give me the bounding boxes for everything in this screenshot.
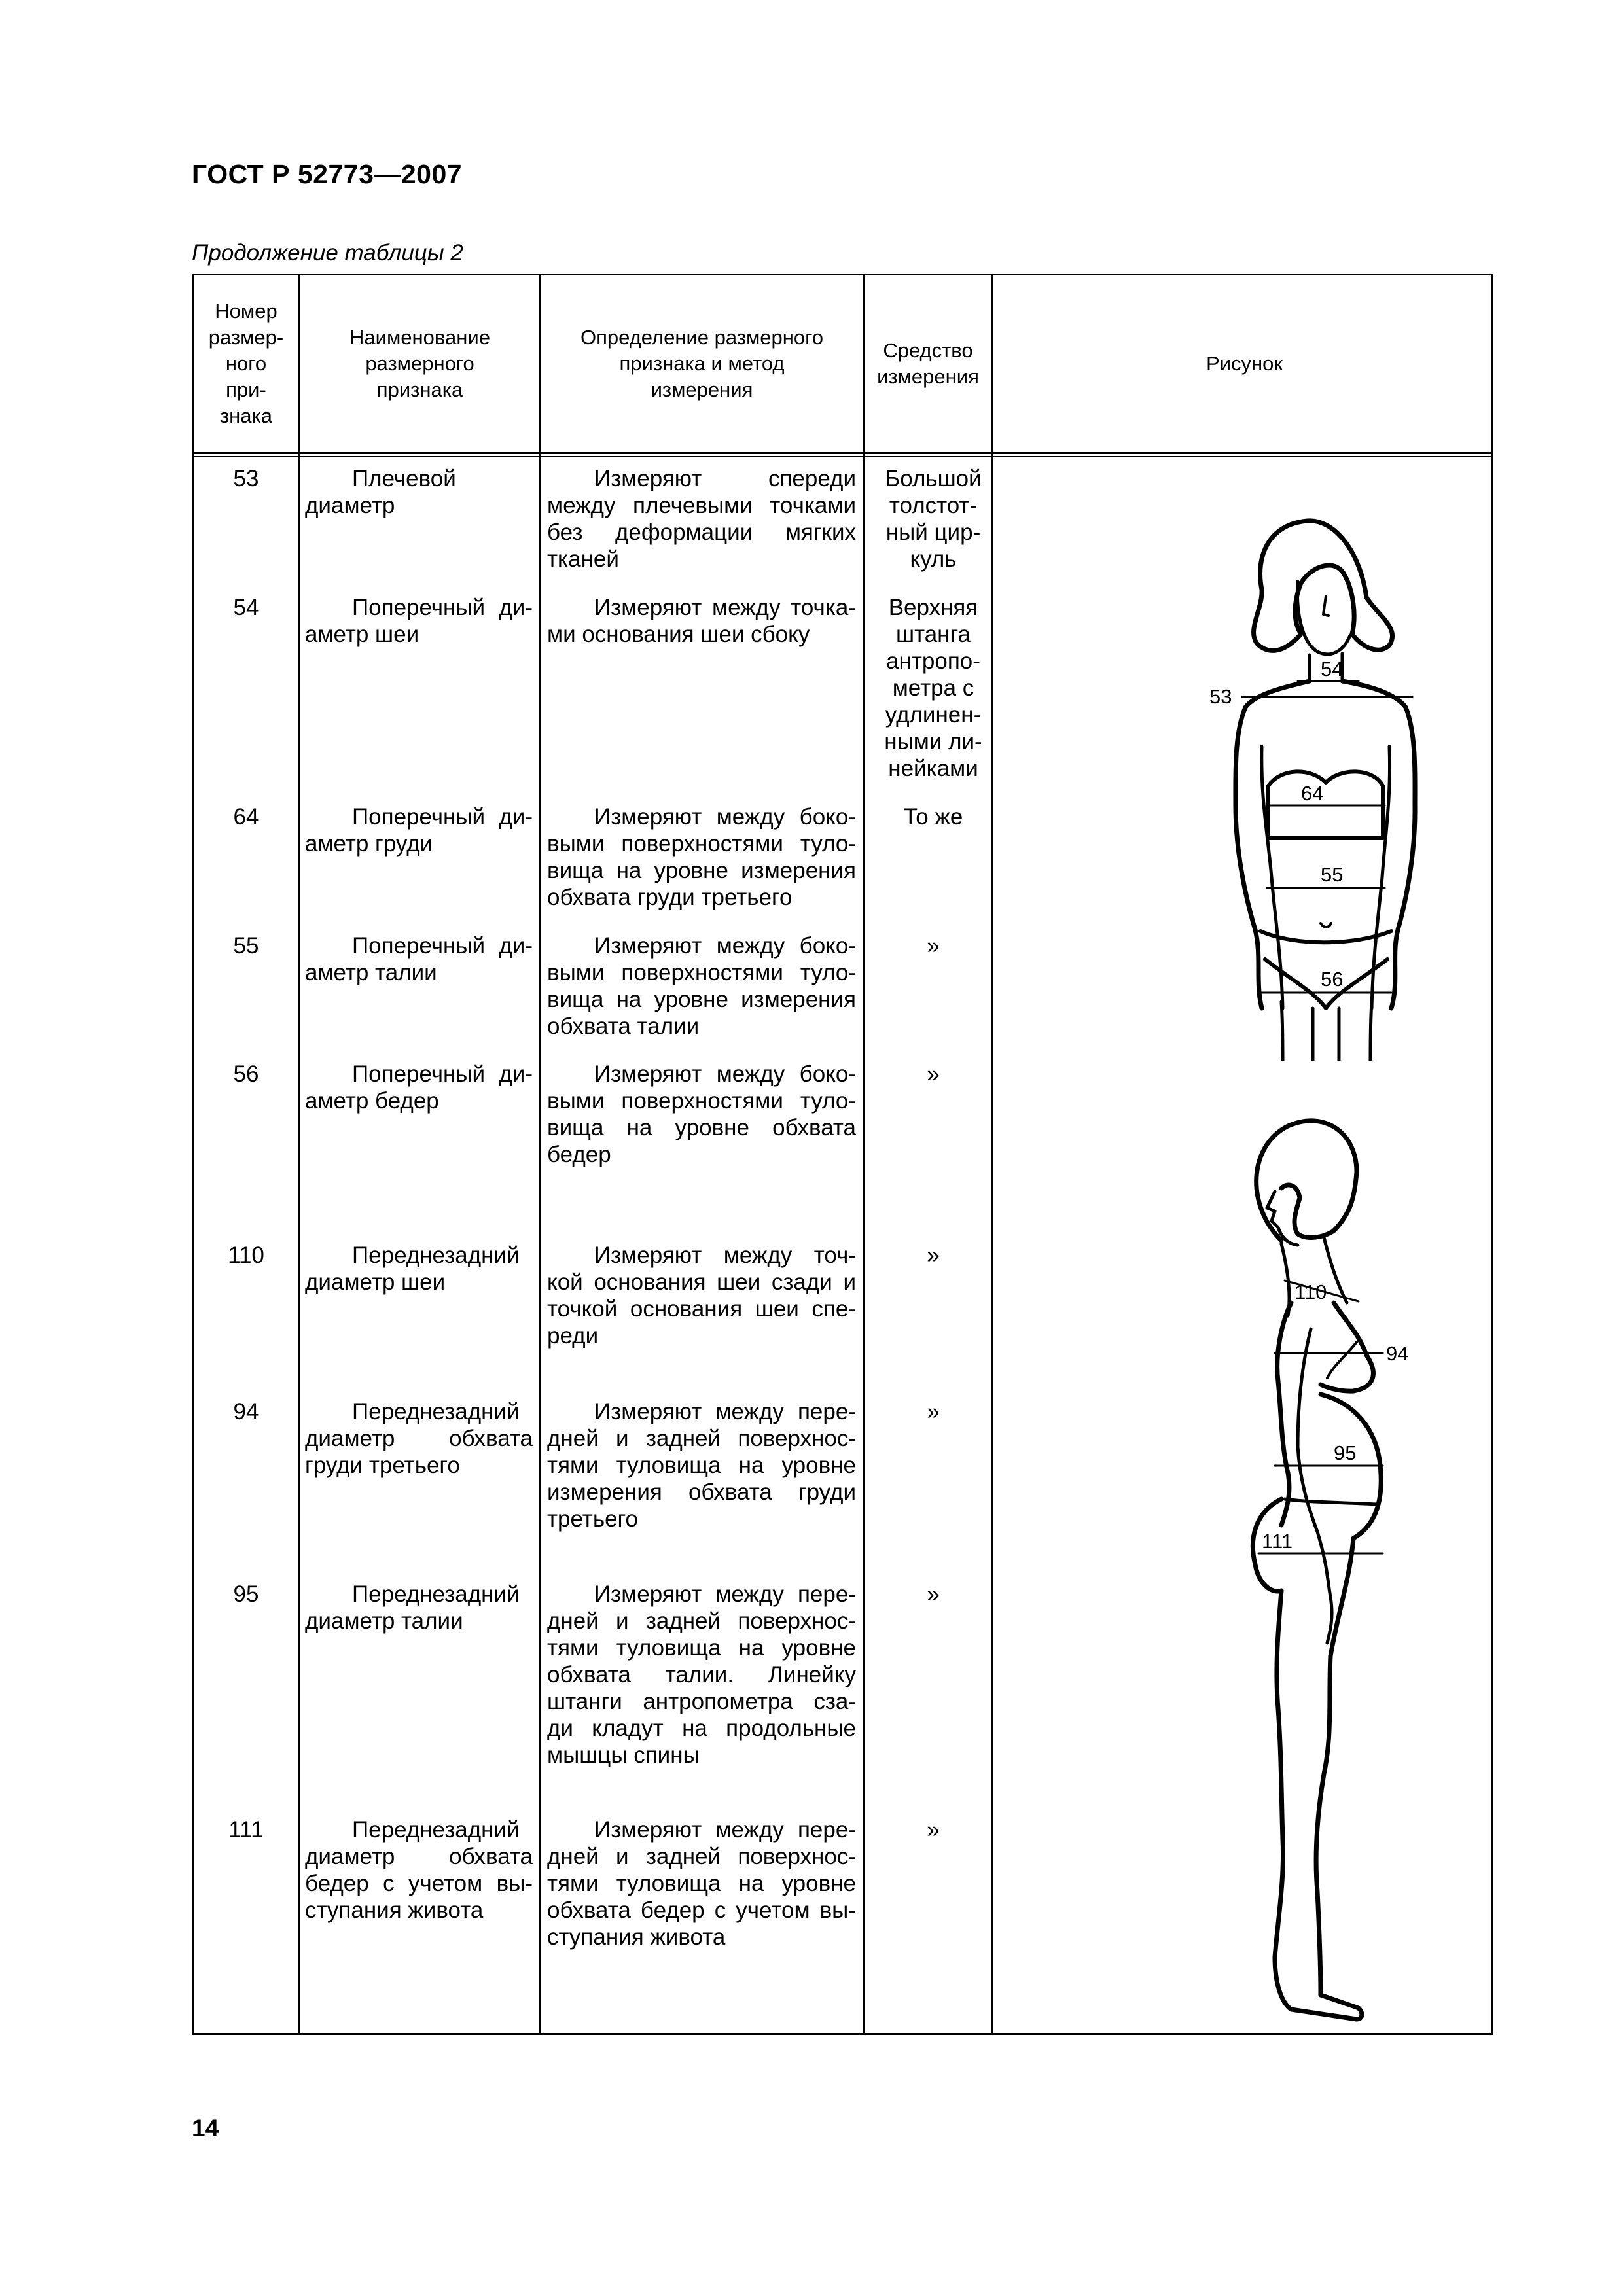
row-name: Переднезадний диаметр обхвата груди третьего — [305, 1399, 533, 1478]
row-number: 54 — [233, 595, 259, 620]
row-definition: Измеряют между боко- выми поверхностями туло- вища на уровне измерения обхвата талии — [547, 933, 856, 1039]
leg-lines — [1281, 1002, 1372, 1061]
side-body-figure — [1183, 1106, 1495, 2036]
left-arm-outer — [1236, 681, 1310, 1008]
figure-column — [1183, 275, 1495, 2037]
label-64: 64 — [1301, 782, 1324, 805]
label-56: 56 — [1321, 968, 1344, 991]
column-divider — [298, 275, 300, 2033]
row-tool: Верхняя штанга антропо- метра с удлинен- ными ли- нейками — [884, 595, 982, 781]
label-53: 53 — [1209, 685, 1232, 708]
label-111: 111 — [1262, 1530, 1293, 1553]
right-arm-outer — [1342, 681, 1415, 1008]
row-name: Поперечный ди- аметр шеи — [305, 595, 533, 647]
row-name: Поперечный ди- аметр талии — [305, 933, 533, 985]
row-number: 95 — [233, 1581, 259, 1607]
measurements-table — [192, 274, 1493, 2035]
row-number: 110 — [228, 1243, 264, 1268]
hair-shape — [1254, 521, 1393, 650]
row-definition: Измеряют между боко- выми поверхностями туло- вища на уровне измерения обхвата груди третьего — [547, 804, 856, 910]
torso-sides — [1268, 786, 1383, 838]
row-name: Поперечный ди- аметр бедер — [305, 1061, 533, 1114]
document-code: ГОСТ Р 52773—2007 — [192, 159, 463, 189]
row-name: Переднезадний диаметр обхвата бедер с учетом вы- ступания живота — [305, 1817, 533, 1923]
front-leg — [1316, 1538, 1353, 1995]
row-definition: Измеряют между пере- дней и задней поверхнос- тями туловища на уровне измерения обхвата груди третьего — [547, 1399, 856, 1532]
label-55: 55 — [1321, 863, 1344, 886]
side-arm — [1298, 1329, 1332, 1643]
row-tool: » — [927, 1061, 940, 1087]
front-body-figure — [1183, 275, 1495, 1061]
row-definition: Измеряют между точ- кой основания шеи сзади и точкой основания шеи спе- реди — [547, 1243, 856, 1349]
row-definition: Измеряют спереди между плечевыми точками без деформации мягких тканей — [547, 466, 856, 572]
header-name: Наименование размерного признака — [349, 326, 490, 401]
row-definition: Измеряют между пере- дней и задней поверхнос- тями туловища на уровне обхвата талии. Линейку штанги антропометра сза- ди кладут на продольные мышцы спины — [547, 1581, 856, 1768]
column-divider — [863, 275, 865, 2033]
row-number: 64 — [233, 804, 259, 830]
back-contour — [1277, 1303, 1291, 1525]
row-name: Поперечный ди- аметр груди — [305, 804, 533, 857]
page-number: 14 — [192, 2115, 219, 2142]
row-tool: » — [927, 1817, 940, 1843]
face-outline — [1297, 582, 1350, 654]
row-tool: » — [927, 1399, 940, 1424]
label-94: 94 — [1386, 1342, 1409, 1365]
row-tool: » — [927, 933, 940, 959]
row-number: 55 — [233, 933, 259, 959]
nose-line — [1323, 596, 1329, 616]
row-definition: Измеряют между пере- дней и задней поверхнос- тями туловища на уровне обхвата бедер с учетом вы- ступания живота — [547, 1817, 856, 1950]
table-caption: Продолжение таблицы 2 — [192, 240, 463, 266]
navel — [1321, 923, 1331, 927]
label-95: 95 — [1334, 1441, 1357, 1464]
row-name: Плечевой диаметр — [305, 466, 456, 518]
bust-top — [1268, 771, 1383, 786]
row-name: Переднезадний диаметр шеи — [305, 1243, 520, 1295]
header-figure: Рисунок — [1206, 352, 1283, 375]
row-tool: То же — [903, 804, 963, 830]
row-tool: Большой толстот- ный цир- куль — [885, 466, 982, 572]
bust-strap — [1327, 1342, 1357, 1378]
hip-line — [1260, 931, 1391, 942]
row-name: Переднезадний диаметр талии — [305, 1581, 520, 1634]
row-number: 53 — [233, 466, 259, 491]
label-54: 54 — [1321, 658, 1344, 680]
header-definition: Определение размерного признака и метод измерения — [580, 326, 823, 401]
header-number: Номер размер- ного при- знака — [208, 300, 284, 427]
row-tool: » — [927, 1243, 940, 1268]
row-definition: Измеряют между точка- ми основания шеи сбоку — [547, 595, 856, 647]
row-number: 111 — [228, 1817, 264, 1843]
side-briefs-top — [1285, 1499, 1376, 1504]
header-tool: Средство измерения — [877, 339, 979, 388]
column-divider — [539, 275, 541, 2033]
row-number: 56 — [233, 1061, 259, 1087]
label-110: 110 — [1294, 1280, 1327, 1303]
row-number: 94 — [233, 1399, 259, 1424]
row-definition: Измеряют между боко- выми поверхностями туло- вища на уровне обхвата бедер — [547, 1061, 856, 1167]
row-tool: » — [927, 1581, 940, 1607]
